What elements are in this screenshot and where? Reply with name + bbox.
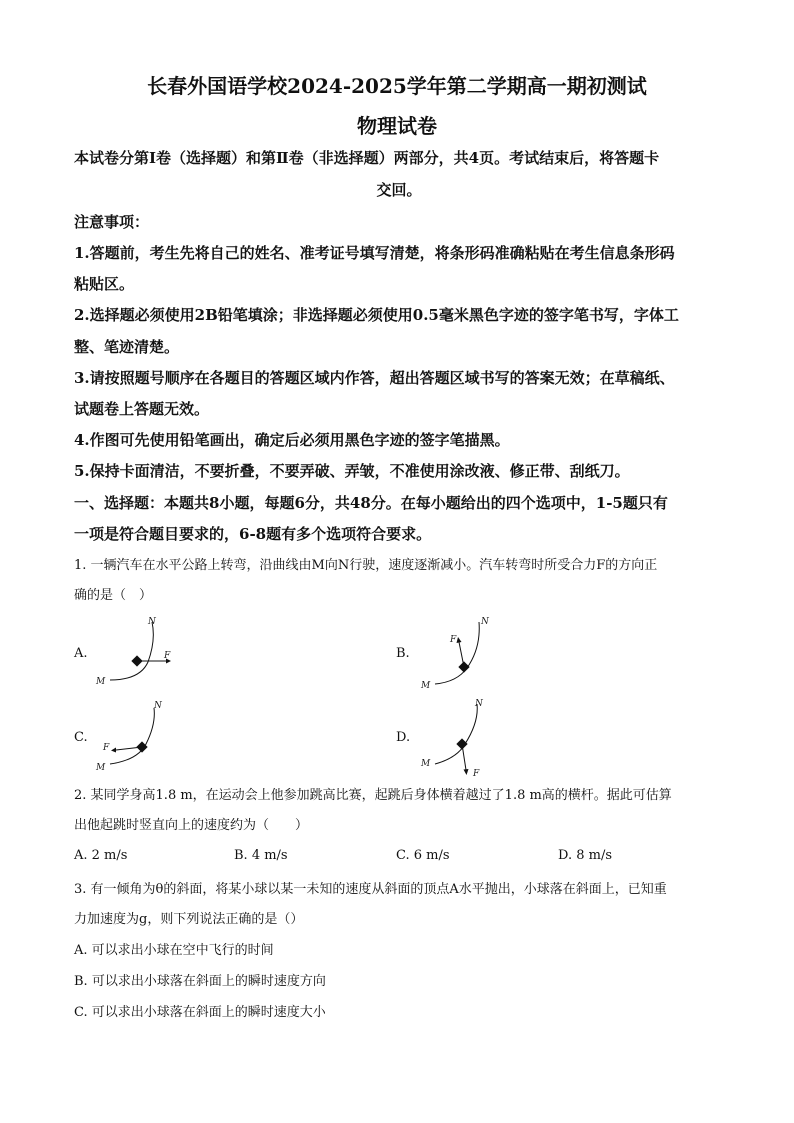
q1-stem-line-1: 1. 一辆汽车在水平公路上转弯，沿曲线由M向N行驶，速度逐渐减小。汽车转弯时所受合力F的方向正: [74, 558, 658, 573]
exam-subtitle: 物理试卷: [357, 114, 437, 138]
exam-title: 长春外国语学校2024-2025学年第二学期高一期初测试: [147, 74, 647, 98]
q1-a-label-n: N: [148, 617, 156, 627]
q1-figure-b: [415, 612, 535, 692]
q2-option-d: D. 8 m/s: [558, 848, 613, 863]
q1-b-label-n: N: [481, 617, 489, 627]
q1-c-label-m: M: [96, 763, 106, 773]
note-1-line-2: 粘贴区。: [74, 275, 135, 293]
note-2-line-2: 整、笔迹清楚。: [74, 338, 180, 356]
q2-option-a: A. 2 m/s: [74, 848, 128, 863]
q2-stem-line-2: 出他起跳时竖直向上的速度约为（ ）: [74, 818, 309, 833]
intro-line-2: 交回。: [376, 181, 422, 199]
q1-option-b-label: B.: [396, 646, 410, 661]
q1-d-label-n: N: [475, 699, 483, 709]
note-5: 5.保持卡面清洁，不要折叠，不要弄破、弄皱，不准使用涂改液、修正带、刮纸刀。: [74, 462, 630, 480]
q3-stem-line-1: 3. 有一倾角为θ的斜面，将某小球以某一未知的速度从斜面的顶点A水平抛出，小球落在斜面上，已知重: [74, 882, 667, 897]
q1-a-label-m: M: [96, 677, 106, 687]
q2-option-c: C. 6 m/s: [396, 848, 450, 863]
q1-figure-a: [90, 612, 210, 692]
q3-option-a: A. 可以求出小球在空中飞行的时间: [74, 943, 274, 958]
q1-stem-line-2: 确的是（ ）: [74, 588, 153, 603]
q1-figure-c: [90, 698, 210, 778]
section-1-line-1: 一、选择题：本题共8小题，每题6分，共48分。在每小题给出的四个选项中，1-5题只有: [74, 494, 668, 512]
q3-option-c: C. 可以求出小球落在斜面上的瞬时速度大小: [74, 1005, 326, 1020]
q2-option-b: B. 4 m/s: [234, 848, 288, 863]
q1-option-d-label: D.: [396, 730, 411, 745]
note-4: 4.作图可先使用铅笔画出，确定后必须用黑色字迹的签字笔描黑。: [74, 431, 510, 449]
q1-b-label-f: F: [450, 635, 457, 645]
q1-option-c-label: C.: [74, 730, 88, 745]
q2-stem-line-1: 2. 某同学身高1.8 m，在运动会上他参加跳高比赛，起跳后身体横着越过了1.8 m高的横杆。据此可估算: [74, 788, 672, 803]
q1-c-label-n: N: [154, 701, 162, 711]
q1-figure-d: [415, 698, 535, 783]
q3-option-b: B. 可以求出小球落在斜面上的瞬时速度方向: [74, 974, 326, 989]
note-3-line-1: 3.请按照题号顺序在各题目的答题区域内作答，超出答题区域书写的答案无效；在草稿纸、: [74, 369, 675, 387]
q3-stem-line-2: 力加速度为g，则下列说法正确的是（）: [74, 912, 304, 927]
note-3-line-2: 试题卷上答题无效。: [74, 400, 210, 418]
section-1-line-2: 一项是符合题目要求的，6-8题有多个选项符合要求。: [74, 525, 432, 543]
q1-option-a-label: A.: [74, 646, 88, 661]
q1-d-label-f: F: [473, 769, 480, 779]
note-1-line-1: 1.答题前，考生先将自己的姓名、准考证号填写清楚，将条形码准确粘贴在考生信息条形码: [74, 244, 675, 262]
q1-a-label-f: F: [164, 651, 171, 661]
notes-heading: 注意事项：: [74, 213, 150, 231]
q1-c-label-f: F: [103, 743, 110, 753]
note-2-line-1: 2.选择题必须使用2B铅笔填涂；非选择题必须使用0.5毫米黑色字迹的签字笔书写，字体工: [74, 306, 679, 324]
intro-line-1: 本试卷分第Ⅰ卷（选择题）和第Ⅱ卷（非选择题）两部分，共4页。考试结束后，将答题卡: [74, 149, 660, 167]
q1-d-label-m: M: [421, 759, 431, 769]
q1-b-label-m: M: [421, 681, 431, 691]
